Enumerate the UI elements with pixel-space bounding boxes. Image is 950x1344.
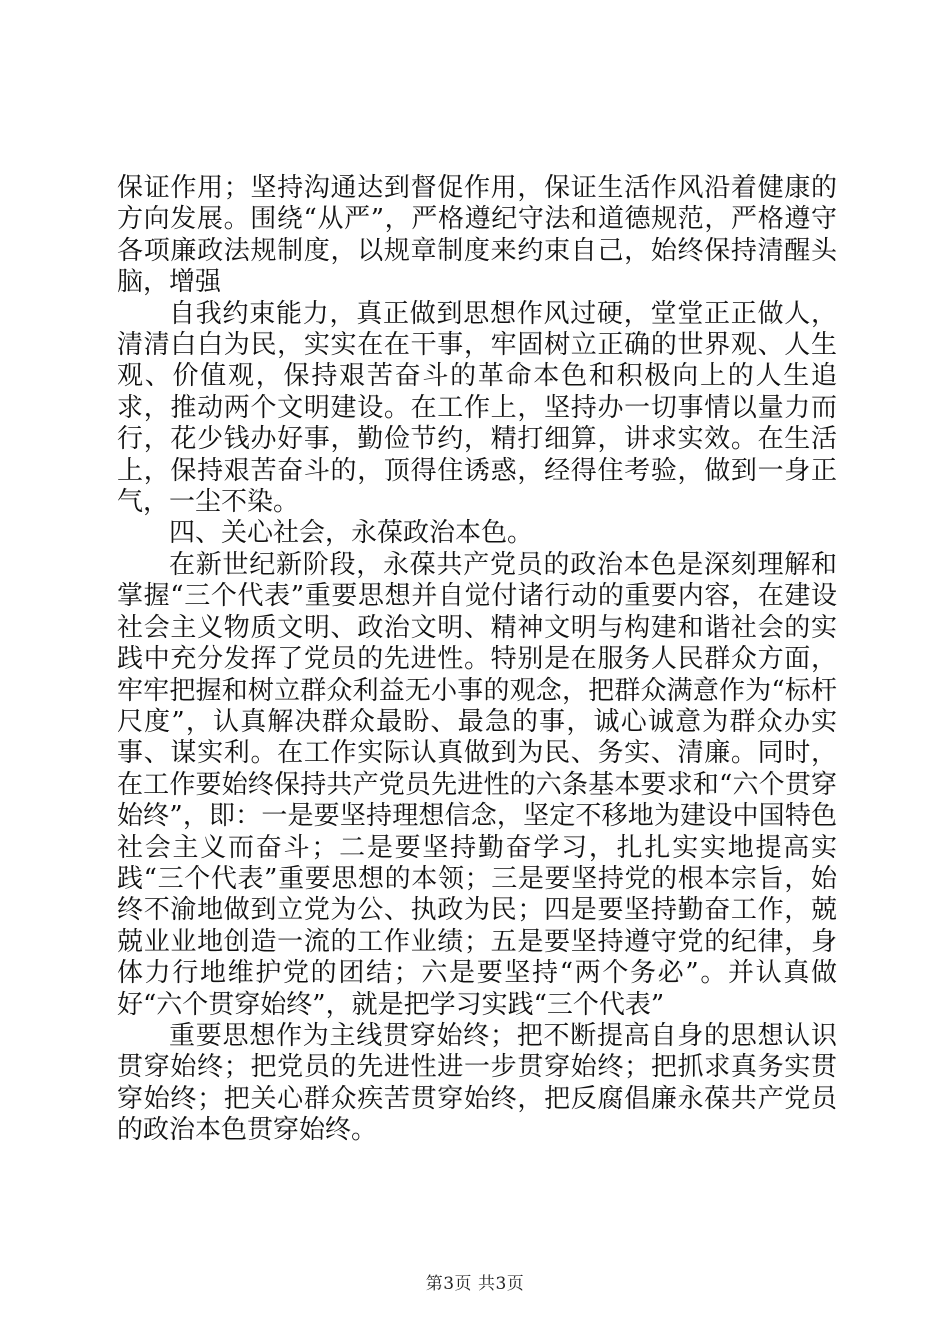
page-footer: 第3页 共3页 <box>425 1274 525 1294</box>
paragraph-2: 自我约束能力，真正做到思想作风过硬，堂堂正正做人，清清白白为民，实实在在干事，牢固树立正确的世界观、人生观、价值观，保持艰苦奋斗的革命本色和积极向上的人生追求，推动两个文明建设。在工作上，坚持办一切事情以量力而行，花少钱办好事，勤俭节约，精打细算，讲求实效。在生活上，保持艰苦奋斗的，顶得住诱惑，经得住考验，做到一身正气，一尘不染。 <box>117 298 837 518</box>
document-body <box>117 173 837 1147</box>
section-heading-4: 四、关心社会，永葆政治本色。 <box>169 518 534 549</box>
paragraph-3: 在新世纪新阶段，永葆共产党员的政治本色是深刻理解和掌握“三个代表”重要思想并自觉付诸行动的重要内容，在建设社会主义物质文明、政治文明、精神文明与构建和谐社会的实践中充分发挥了党员的先进性。特别是在服务人民群众方面，牢牢把握和树立群众利益无小事的观念，把群众满意作为“标杆尺度”，认真解决群众最盼、最急的事，诚心诚意为群众办实事、谋实利。在工作实际认真做到为民、务实、清廉。同时，在工作要始终保持共产党员先进性的六条基本要求和“六个贯穿始终”，即：一是要坚持理想信念，坚定不移地为建设中国特色社会主义而奋斗；二是要坚持勤奋学习，扎扎实实地提高实践“三个代表”重要思想的本领；三是要坚持党的根本宗旨，始终不渝地做到立党为公、执政为民；四是要坚持勤奋工作，兢兢业业地创造一流的工作业绩；五是要坚持遵守党的纪律，身体力行地维护党的团结；六是要坚持“两个务必”。并认真做好“六个贯穿始终”，就是把学习实践“三个代表” <box>117 549 837 1020</box>
paragraph-4: 重要思想作为主线贯穿始终；把不断提高自身的思想认识贯穿始终；把党员的先进性进一步贯穿始终；把抓求真务实贯穿始终；把关心群众疾苦贯穿始终，把反腐倡廉永葆共产党员的政治本色贯穿始终。 <box>117 1020 837 1146</box>
paragraph-1: 保证作用；坚持沟通达到督促作用，保证生活作风沿着健康的方向发展。围绕“从严”，严格遵纪守法和道德规范，严格遵守各项廉政法规制度，以规章制度来约束自己，始终保持清醒头脑，增强 <box>117 173 837 298</box>
